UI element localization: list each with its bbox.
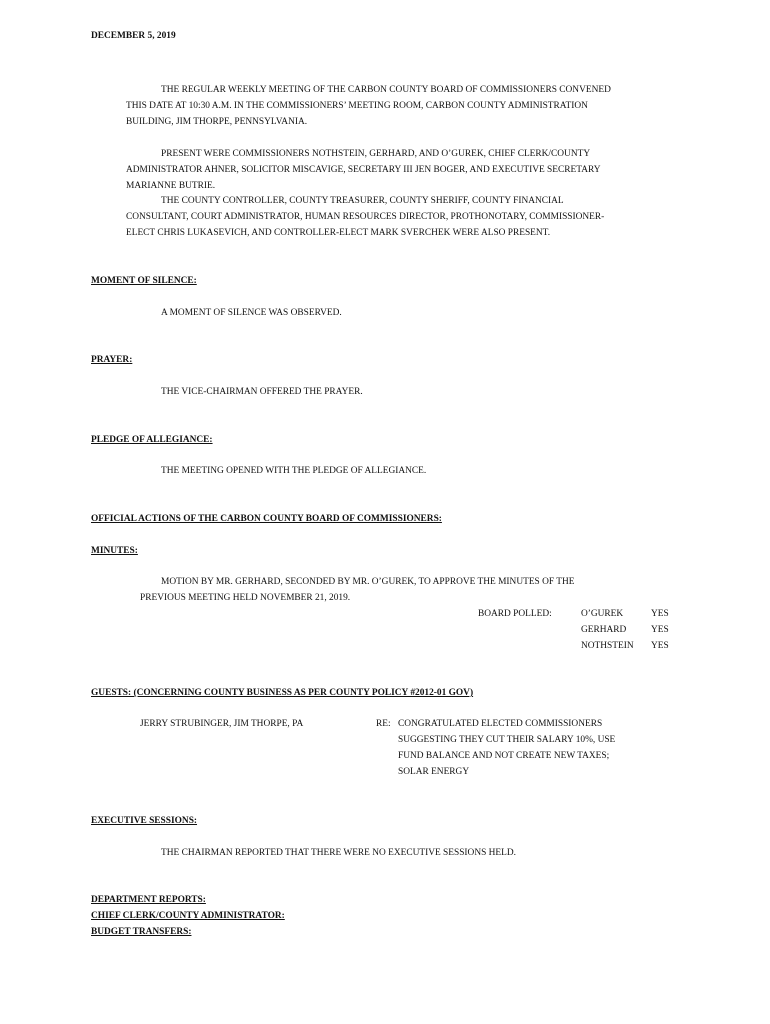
- minutes-line2: PREVIOUS MEETING HELD NOVEMBER 21, 2019.: [140, 593, 351, 603]
- intro-p3-line1: THE COUNTY CONTROLLER, COUNTY TREASURER, COUNTY SHERIFF, COUNTY FINANCIAL: [161, 196, 564, 206]
- guest-re-line4: SOLAR ENERGY: [398, 767, 470, 777]
- guest-re-line1: CONGRATULATED ELECTED COMMISSIONERS: [398, 719, 603, 729]
- pledge-heading: PLEDGE OF ALLEGIANCE:: [91, 435, 213, 445]
- intro-p3-line3: ELECT CHRIS LUKASEVICH, AND CONTROLLER-ELECT MARK SVERCHEK WERE ALSO PRESENT.: [126, 228, 551, 238]
- executive-sessions-text: THE CHAIRMAN REPORTED THAT THERE WERE NO EXECUTIVE SESSIONS HELD.: [161, 848, 516, 858]
- guest-re-label: RE:: [376, 719, 391, 729]
- guests-heading: GUESTS: (CONCERNING COUNTY BUSINESS AS PER COUNTY POLICY #2012-01 GOV): [91, 688, 474, 698]
- intro-p2-line3: MARIANNE BUTRIE.: [126, 181, 216, 191]
- prayer-heading: PRAYER:: [91, 355, 133, 365]
- executive-sessions-heading: EXECUTIVE SESSIONS:: [91, 816, 198, 826]
- vote-value: YES: [651, 625, 669, 635]
- vote-name: O’GUREK: [581, 609, 624, 619]
- board-polled-label: BOARD POLLED:: [478, 609, 552, 619]
- vote-name: NOTHSTEIN: [581, 641, 634, 651]
- intro-p1-line2: THIS DATE AT 10:30 A.M. IN THE COMMISSIONERS’ MEETING ROOM, CARBON COUNTY ADMINISTRATION: [126, 101, 588, 111]
- vote-name: GERHARD: [581, 625, 627, 635]
- guest-re-line3: FUND BALANCE AND NOT CREATE NEW TAXES;: [398, 751, 610, 761]
- official-actions-heading: OFFICIAL ACTIONS OF THE CARBON COUNTY BOARD OF COMMISSIONERS:: [91, 514, 442, 524]
- guest-name: JERRY STRUBINGER, JIM THORPE, PA: [140, 719, 304, 729]
- vote-value: YES: [651, 641, 669, 651]
- intro-p2-line2: ADMINISTRATOR AHNER, SOLICITOR MISCAVIGE, SECRETARY III JEN BOGER, AND EXECUTIVE SECRETARY: [126, 165, 601, 175]
- intro-p2-line1: PRESENT WERE COMMISSIONERS NOTHSTEIN, GERHARD, AND O’GUREK, CHIEF CLERK/COUNTY: [161, 149, 591, 159]
- moment-of-silence-text: A MOMENT OF SILENCE WAS OBSERVED.: [161, 308, 342, 318]
- intro-p1-line1: THE REGULAR WEEKLY MEETING OF THE CARBON COUNTY BOARD OF COMMISSIONERS CONVENED: [161, 85, 611, 95]
- budget-transfers-heading: BUDGET TRANSFERS:: [91, 927, 192, 937]
- date-header: DECEMBER 5, 2019: [91, 31, 176, 41]
- minutes-line1: MOTION BY MR. GERHARD, SECONDED BY MR. O’GUREK, TO APPROVE THE MINUTES OF THE: [161, 577, 575, 587]
- moment-of-silence-heading: MOMENT OF SILENCE:: [91, 276, 197, 286]
- guest-re-line2: SUGGESTING THEY CUT THEIR SALARY 10%, USE: [398, 735, 616, 745]
- vote-value: YES: [651, 609, 669, 619]
- chief-clerk-heading: CHIEF CLERK/COUNTY ADMINISTRATOR:: [91, 911, 285, 921]
- minutes-heading: MINUTES:: [91, 546, 138, 556]
- department-reports-heading: DEPARTMENT REPORTS:: [91, 895, 206, 905]
- intro-p3-line2: CONSULTANT, COURT ADMINISTRATOR, HUMAN RESOURCES DIRECTOR, PROTHONOTARY, COMMISSIONER-: [126, 212, 605, 222]
- intro-p1-line3: BUILDING, JIM THORPE, PENNSYLVANIA.: [126, 117, 308, 127]
- pledge-text: THE MEETING OPENED WITH THE PLEDGE OF ALLEGIANCE.: [161, 466, 427, 476]
- prayer-text: THE VICE-CHAIRMAN OFFERED THE PRAYER.: [161, 387, 363, 397]
